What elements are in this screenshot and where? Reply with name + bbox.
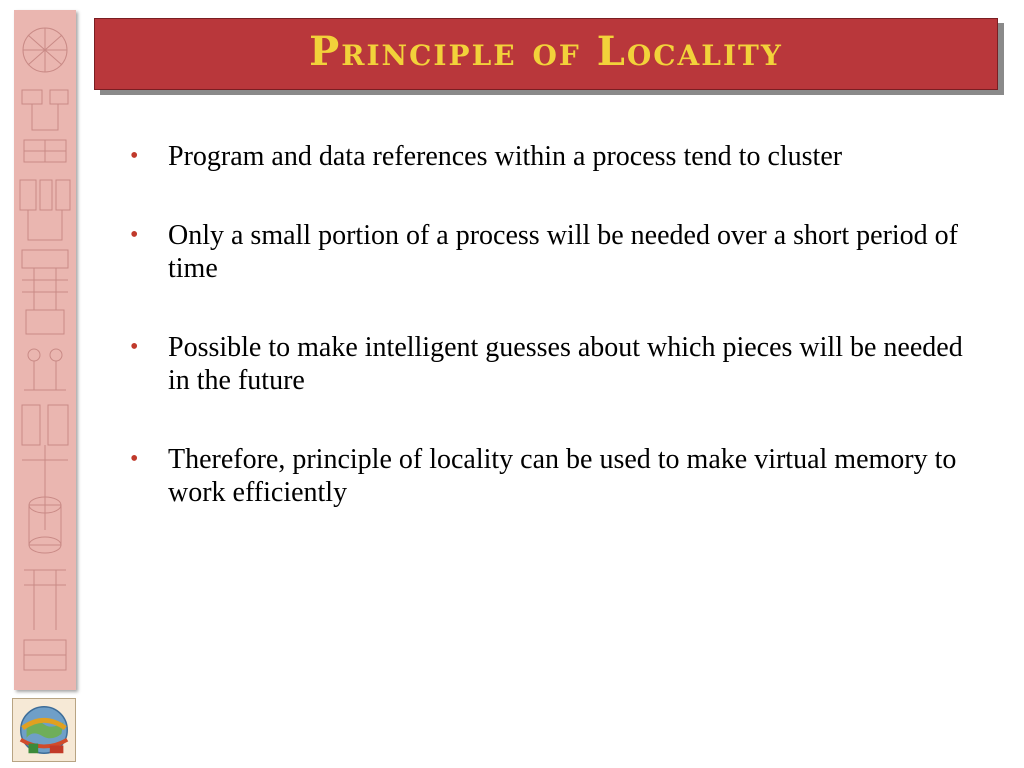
title-banner: [94, 18, 998, 90]
globe-logo-icon: [12, 698, 76, 762]
bullet-text: Program and data references within a process tend to cluster: [168, 141, 843, 172]
bullet-item: [130, 219, 990, 285]
bullet-marker-icon: •: [130, 334, 139, 360]
bullet-item: [130, 443, 990, 509]
slide-title: Principle of Locality: [309, 27, 783, 75]
circuit-diagram-strip-icon: [14, 10, 76, 690]
bullet-marker-icon: •: [130, 222, 139, 248]
bullet-marker-icon: •: [130, 446, 139, 472]
bullet-text: Only a small portion of a process will be needed over a short period of time: [168, 220, 959, 284]
bullet-item: [130, 140, 990, 173]
bullet-item: [130, 331, 990, 397]
bullet-text: Therefore, principle of locality can be used to make virtual memory to work efficiently: [168, 444, 957, 508]
bullet-text: Possible to make intelligent guesses about which pieces will be needed in the future: [168, 332, 963, 396]
bullet-marker-icon: •: [130, 143, 139, 169]
bullet-list: [130, 140, 990, 555]
